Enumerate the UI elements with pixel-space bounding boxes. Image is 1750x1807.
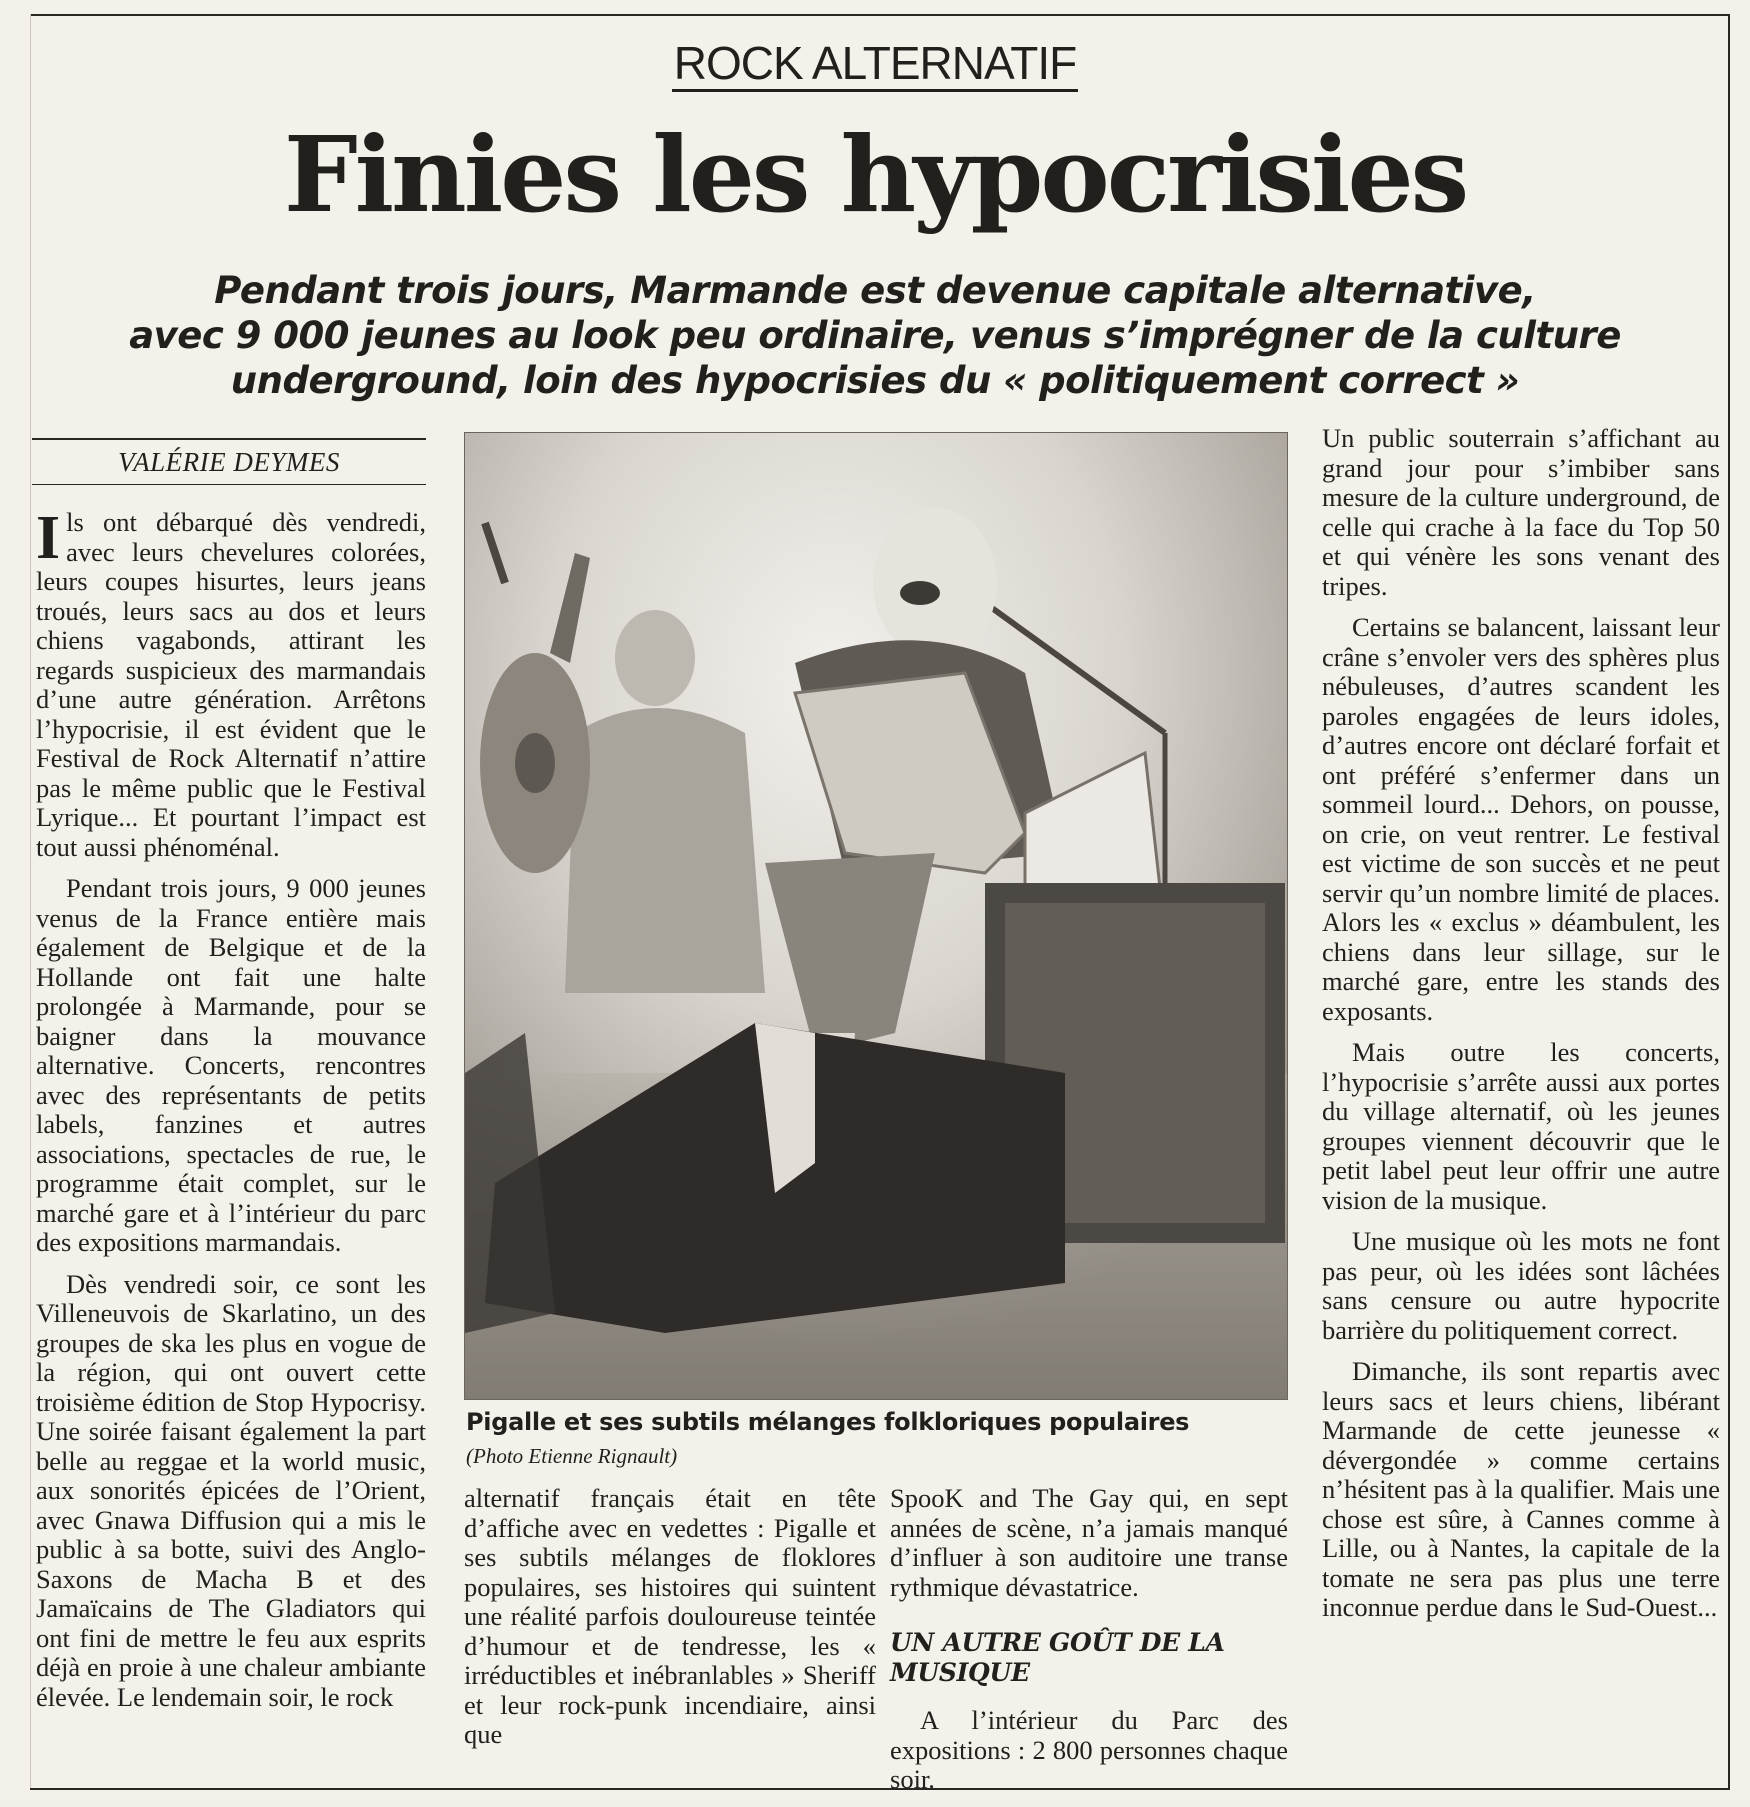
- deck-line: Pendant trois jours, Marmande est devenue capitale alternative,: [214, 269, 1536, 312]
- concert-photo-image: [465, 433, 1287, 1399]
- deck-line: avec 9 000 jeunes au look peu ordinaire, venus s’imprégner de la culture: [129, 314, 1621, 357]
- deck: [60, 268, 1690, 403]
- kicker: [0, 36, 1750, 90]
- paragraph: Pendant trois jours, 9 000 jeunes venus de la France entière mais également de Belgique et de la Hollande ont fait une halte prolongée à Marmande, pour se baigner dans la mouvance alternative. Concerts, rencontres avec des représentants de petits labels, fanzines et autres associations, spectacles de rue, le programme était complet, sur le marché gare et à l’intérieur du parc des expositions marmandais.: [36, 873, 426, 1257]
- paragraph: Une musique où les mots ne font pas peur, où les idées sont lâchées sans censure ou autre hypocrite barrière du politiquement correct.: [1322, 1226, 1720, 1345]
- paragraph: Certains se balancent, laissant leur crâne s’envoler vers des sphères plus nébuleuses, d’autres scandent les paroles engagées de leurs idoles, d’autres encore ont déclaré forfait et ont préféré s’enfermer dans un sommeil lourd... Dehors, on pousse, on crie, on veut rentrer. Le festival est victime de son succès et ne peut servir qu’un nombre limité de places. Alors les « exclus » déambulent, les chiens dans leur sillage, sur le marché gare, entre les stands des exposants.: [1322, 612, 1720, 1026]
- subheading: UN AUTRE GOÛT DE LA MUSIQUE: [890, 1628, 1225, 1687]
- bottom-rule: [30, 1788, 1730, 1790]
- kicker-text: ROCK ALTERNATIF: [672, 37, 1078, 92]
- paragraph: Mais outre les concerts, l’hypocrisie s’arrête aussi aux portes du village alternatif, où les jeunes groupes viennent découvrir que le petit label peut leur offrir une autre vision de la musique.: [1322, 1037, 1720, 1215]
- photo-credit: (Photo Etienne Rignault): [466, 1444, 678, 1468]
- paragraph: alternatif français était en tête d’affiche avec en vedettes : Pigalle et ses subtils mélanges de floklores populaires, ses histoires qui suintent une réalité parfois douloureuse teintée d’humour et de tendresse, les « irréductibles et inébranlables » Sheriff et leur rock-punk incendiaire, ainsi que: [464, 1483, 876, 1749]
- paragraph: A l’intérieur du Parc des expositions : 2 800 personnes chaque soir.: [890, 1705, 1288, 1794]
- paragraph: Dès vendredi soir, ce sont les Villeneuvois de Skarlatino, un des groupes de ska les plus en vogue de la région, qui ont ouvert cette troisième édition de Stop Hypocrisy. Une soirée faisant également la part belle au reggae et la world music, aux sonorités épicées de l’Orient, avec Gnawa Diffusion qui a mis le public à sa botte, suivi des Anglo-Saxons de Macha B et des Jamaïcains de The Gladiators qui ont fini de mettre le feu aux esprits déjà en proie à une chaleur ambiante élevée. Le lendemain soir, le rock: [36, 1268, 426, 1712]
- paragraph: [36, 504, 426, 862]
- paragraph-text: ls ont débarqué dès vendredi, avec leurs chevelures colorées, leurs coupes hisurtes, leurs jeans troués, leurs sacs au dos et leurs chiens vagabonds, attirant les regards suspicieux des marmandais d’une autre génération. Arrêtons l’hypocrisie, il est évident que le Festival de Rock Alternatif n’attire pas le même public que le Festival Lyrique... Et pourtant l’impact est tout aussi phénoménal.: [36, 507, 426, 862]
- headline: Finies les hypocrisies: [283, 113, 1467, 236]
- column-2: [464, 1484, 876, 1762]
- byline: VALÉRIE DEYMES: [32, 438, 426, 485]
- top-rule: [30, 14, 1730, 16]
- drop-cap: I: [36, 504, 61, 572]
- column-3: [890, 1484, 1288, 1807]
- deck-line: underground, loin des hypocrisies du « politiquement correct »: [230, 359, 1520, 402]
- photo-caption: Pigalle et ses subtils mélanges folkloriques populaires: [466, 1408, 1190, 1436]
- column-1: [36, 504, 426, 1724]
- column-4: [1322, 424, 1720, 1635]
- left-rule: [30, 14, 31, 1790]
- paragraph: Dimanche, ils sont repartis avec leurs sacs et leurs chiens, libérant Marmande de cette jeunesse « dévergondée » comme certains n’hésitent pas à la qualifier. Mais une chose est sûre, à Cannes comme à Lille, ou à Nantes, la capitale de la tomate ne sera pas plus une terre inconnue perdue dans le Sud-Ouest...: [1322, 1356, 1720, 1622]
- paragraph: Un public souterrain s’affichant au grand jour pour s’imbiber sans mesure de la culture underground, de celle qui crache à la face du Top 50 et qui vénère les sons venant des tripes.: [1322, 423, 1720, 601]
- paragraph: SpooK and The Gay qui, en sept années de scène, n’a jamais manqué d’influer à son auditoire une transe rythmique dévastatrice.: [890, 1483, 1288, 1602]
- right-rule: [1728, 14, 1730, 1790]
- concert-photo: [464, 432, 1288, 1400]
